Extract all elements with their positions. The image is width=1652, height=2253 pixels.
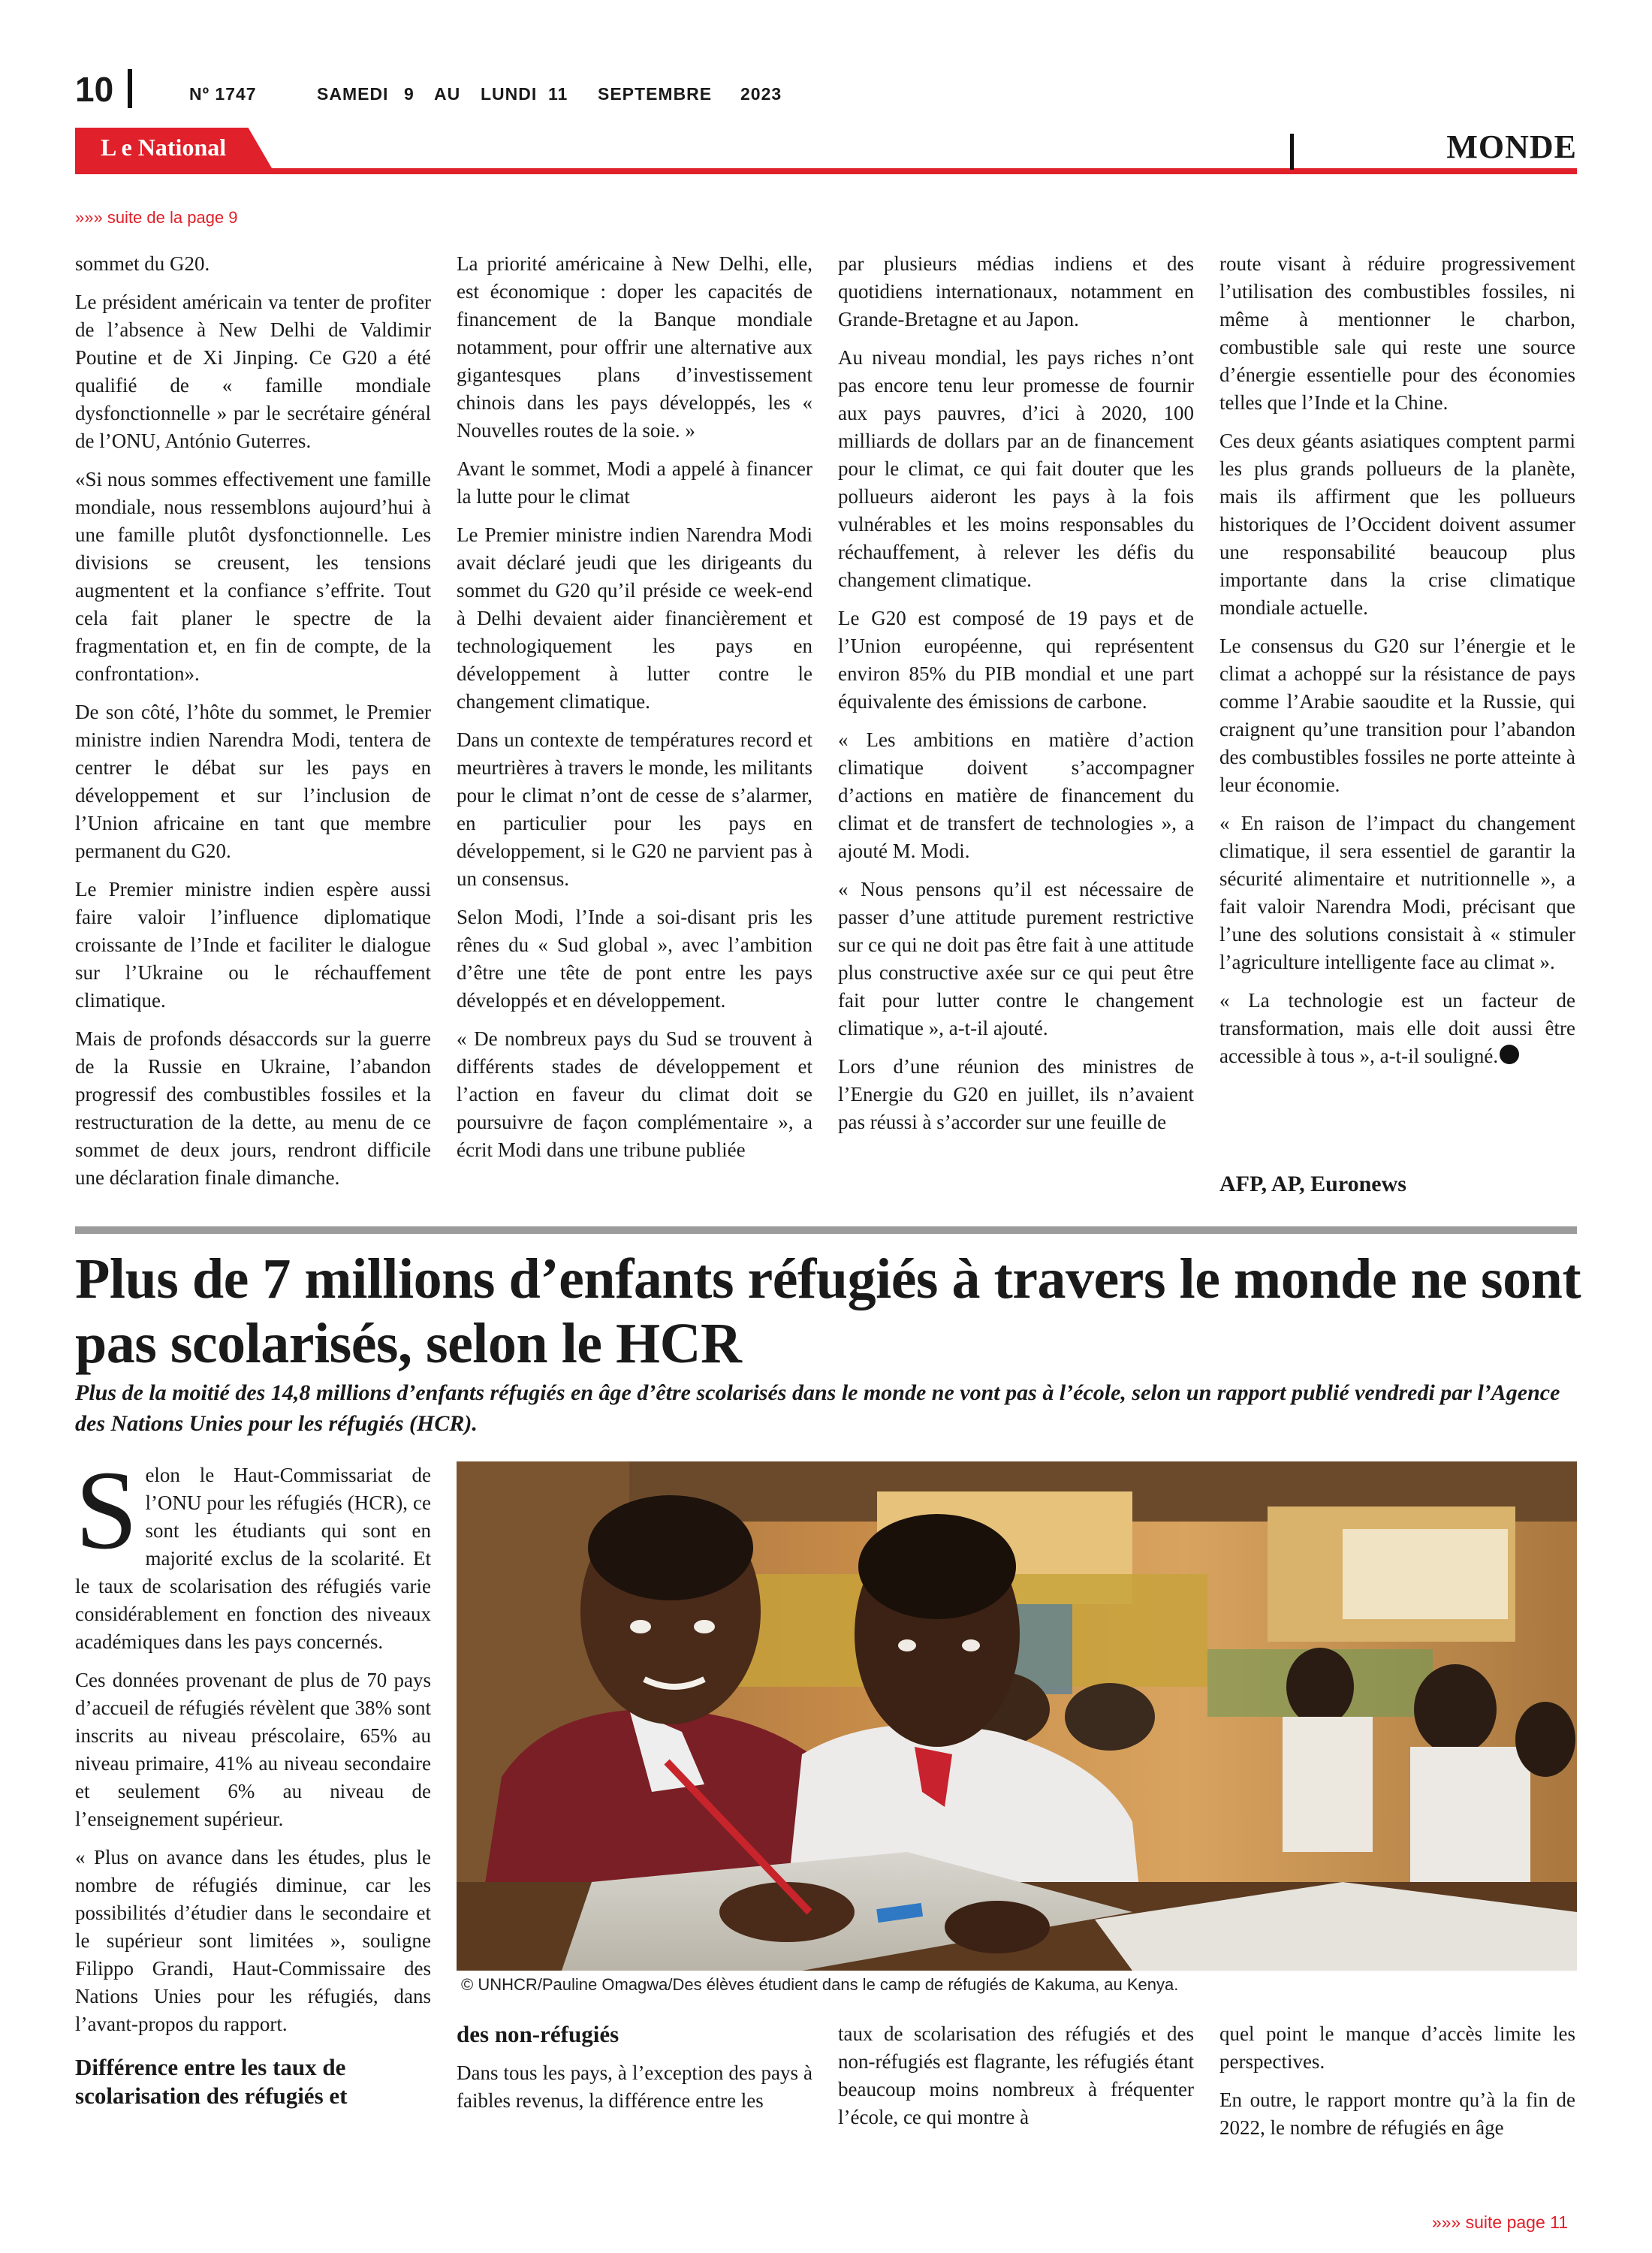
paragraph: « Plus on avance dans les études, plus le nombre de réfugiés diminue, car les possibilités d’étudier dans le secondaire et le supérieur sont limitées », souligne Filippo Grandi, Haut-Commissaire des Nations Unies pour les réfugiés, dans l’avant-propos du rapport. <box>75 1846 431 2035</box>
paragraph: Mais de profonds désaccords sur la guerre de la Russie en Ukraine, l’abandon progressif des combustibles fossiles et la restructuration de la dette, au menu de ce sommet de deux jours, rendront difficile une déclaration finale dimanche. <box>75 1027 431 1189</box>
paragraph: sommet du G20. <box>75 252 210 275</box>
paragraph <box>1219 987 1575 1070</box>
paragraph-text: « La technologie est un facteur de transformation, mais elle doit aussi être accessible à tous », a-t-il souligné. <box>1219 989 1575 1067</box>
paragraph: Le Premier ministre indien Narendra Modi avait déclaré jeudi que les dirigeants du sommet du G20 qu’il préside ce week-end à Delhi devaient aider financièrement et technologiquement les pays en développement à lutter contre le changement climatique. <box>457 523 812 713</box>
paragraph: taux de scolarisation des réfugiés et des non-réfugiés est flagrante, les réfugiés étant beaucoup moins nombreux à fréquenter l’école, ce qui montre à <box>838 2022 1194 2128</box>
article1-column-1 <box>75 250 431 1202</box>
subheading-continued: des non-réfugiés <box>457 2021 620 2047</box>
headline: Plus de 7 millions d’enfants réfugiés à travers le monde ne sont pas scolarisés, selon le HCR <box>75 1247 1581 1375</box>
paragraph: «Si nous sommes effectivement une famille mondiale, nous ressemblons aujourd’hui à une famille plutôt dysfonctionnelle. Les divisions se creusent, les tensions augmentent et la confiance s’effrite. Tout cela fait planer le spectre de la fragmentation et, en fin de compte, de la confrontation». <box>75 468 431 685</box>
paragraph: Le G20 est composé de 19 pays et de l’Union européenne, qui représentent environ 85% du PIB mondial et une part équivalente des émissions de carbone. <box>838 607 1194 713</box>
paragraph: Au niveau mondial, les pays riches n’ont pas encore tenu leur promesse de fournir aux pays pauvres, d’ici à 2020, 100 milliards de dollars par an de financement pour le climat, ce qui fait douter que les pollueurs aideront les pays à la fois vulnérables et les moins responsables du réchauffement, à relever les défis du changement climatique. <box>838 346 1194 591</box>
paragraph: Le président américain va tenter de profiter de l’absence à New Delhi de Valdimir Poutine et de Xi Jinping. Ce G20 a été qualifié de « famille mondiale dysfonctionnelle » par le secrétaire général de l’ONU, António Guterres. <box>75 291 431 452</box>
article2-column-3 <box>838 2020 1194 2142</box>
article1-column-2 <box>457 250 812 1175</box>
photo-caption: © UNHCR/Pauline Omagwa/Des élèves étudient dans le camp de réfugiés de Kakuma, au Kenya. <box>461 1975 1179 1994</box>
article-photo <box>457 1461 1577 1971</box>
paragraph: quel point le manque d’accès limite les perspectives. <box>1219 2022 1575 2073</box>
paragraph: De son côté, l’hôte du sommet, le Premier ministre indien Narendra Modi, tentera de centrer le débat sur les pays en développement et sur l’inclusion de l’Union africaine en tant que membre permanent du G20. <box>75 701 431 862</box>
paragraph <box>75 1448 431 1656</box>
article1-column-3 <box>838 250 1194 1147</box>
lede: Plus de la moitié des 14,8 millions d’enfants réfugiés en âge d’être scolarisés dans le monde ne vont pas à l’école, selon un rapport publié vendredi par l’Agence des Nations Unies pour les réfugiés (HCR). <box>75 1380 1560 1436</box>
paragraph: En outre, le rapport montre qu’à la fin de 2022, le nombre de réfugiés en âge <box>1219 2089 1575 2139</box>
issue-number: Nº 1747 <box>189 84 257 104</box>
article-separator <box>75 1226 1577 1234</box>
date-day1: SAMEDI <box>317 84 389 104</box>
section-divider <box>1290 134 1294 170</box>
paragraph: La priorité américaine à New Delhi, elle, est économique : doper les capacités de financement de la Banque mondiale notamment, pour offrir une alternative aux gigantesques plans d’investissement chinois dans les pays développés, les « Nouvelles routes de la soie. » <box>457 252 812 442</box>
continued-from: »»» suite de la page 9 <box>75 208 238 227</box>
end-mark-icon <box>1500 1045 1519 1064</box>
date-year: 2023 <box>740 84 782 104</box>
paragraph-text: elon le Haut-Commissariat de l’ONU pour les réfugiés (HCR), ce sont les étudiants qui sont en majorité exclus de la scolarité. Et le taux de scolarisation des réfugiés varie considérablement en fonction des niveaux académiques dans les pays concernés. <box>75 1464 431 1653</box>
newspaper-logo: L e National <box>101 134 227 161</box>
drop-cap: S <box>75 1448 138 1573</box>
paragraph: Dans un contexte de températures record et meurtrières à travers le monde, les militants pour le climat n’ont de cesse de s’alarmer, en particulier pour les pays en développement, si le G20 ne parvient pas à un consensus. <box>457 728 812 890</box>
section-title: MONDE <box>1446 128 1577 165</box>
paragraph: « Les ambitions en matière d’action climatique doivent s’accompagner d’actions en matière de financement du climat et de transfert de technologies », a ajouté M. Modi. <box>838 728 1194 862</box>
paragraph: Le Premier ministre indien espère aussi faire valoir l’influence diplomatique croissante de l’Inde et faciliter le dialogue sur l’Ukraine ou le réchauffement climatique. <box>75 878 431 1012</box>
article2-column-2 <box>457 2020 812 2125</box>
paragraph: Le consensus du G20 sur l’énergie et le climat a achoppé sur la résistance de pays comme l’Arabie saoudite et la Russie, qui craignent qu’une transition pour l’abandon des combustibles fossiles ne porte atteinte à leur économie. <box>1219 635 1575 796</box>
paragraph: Lors d’une réunion des ministres de l’Energie du G20 en juillet, ils n’avaient pas réussi à s’accorder sur une feuille de <box>838 1055 1194 1133</box>
paragraph: Ces données provenant de plus de 70 pays d’accueil de réfugiés révèlent que 38% sont inscrits au niveau préscolaire, 65% au niveau primaire, 41% au niveau secondaire et seulement 6% au niveau de l’enseignement supérieur. <box>75 1669 431 1830</box>
article2-column-4 <box>1219 2020 1575 2152</box>
paragraph: « En raison de l’impact du changement climatique, il sera essentiel de garantir la sécurité alimentaire et nutritionnelle », a fait valoir Narendra Modi, précisant que l’une des solutions consistait à « stimuler l’agriculture intelligente face au climat ». <box>1219 812 1575 973</box>
article-sources: AFP, AP, Euronews <box>1219 1172 1406 1196</box>
paragraph: « De nombreux pays du Sud se trouvent à différents stades de développement et l’action en faveur du climat doit se poursuivre de façon complémentaire », a écrit Modi dans une tribune publiée <box>457 1027 812 1161</box>
continued-on: »»» suite page 11 <box>1431 2212 1568 2232</box>
article1-column-4 <box>1219 250 1575 1081</box>
paragraph: Avant le sommet, Modi a appelé à financer la lutte pour le climat <box>457 457 812 508</box>
paragraph: Selon Modi, l’Inde a soi-disant pris les rênes du « Sud global », avec l’ambition d’être une tête de pont entre les pays développés et en développement. <box>457 906 812 1012</box>
subheading: Différence entre les taux de scolarisation des réfugiés et <box>75 2054 348 2109</box>
paragraph: route visant à réduire progressivement l’utilisation des combustibles fossiles, ni même à mentionner le charbon, combustible sale qui reste une source d’énergie essentielle pour des économies telles que l’Inde et la Chine. <box>1219 252 1575 414</box>
date-au: AU <box>434 84 461 104</box>
paragraph: Dans tous les pays, à l’exception des pays à faibles revenus, la différence entre les <box>457 2061 812 2112</box>
paragraph: par plusieurs médias indiens et des quotidiens internationaux, notamment en Grande-Bretagne et au Japon. <box>838 252 1194 330</box>
article2-column-1 <box>75 1448 431 2121</box>
date-day2: LUNDI <box>481 84 538 104</box>
date-num1: 9 <box>404 84 415 104</box>
paragraph: « Nous pensons qu’il est nécessaire de passer d’une attitude purement restrictive sur ce qui ne doit pas être fait à une attitude plus constructive axée sur ce qui peut être fait pour lutter contre le changement climatique », a-t-il ajouté. <box>838 878 1194 1039</box>
header-rule <box>75 168 1577 174</box>
page-number-divider <box>128 69 132 108</box>
date-num2: 11 <box>548 84 568 104</box>
date-month: SEPTEMBRE <box>598 84 713 104</box>
page-number: 10 <box>75 70 114 109</box>
paragraph: Ces deux géants asiatiques comptent parmi les plus grands pollueurs de la planète, mais ils affirment que les pollueurs historiques de l’Occident doivent assumer une responsabilité beaucoup plus importante dans la crise climatique mondiale actuelle. <box>1219 430 1575 619</box>
